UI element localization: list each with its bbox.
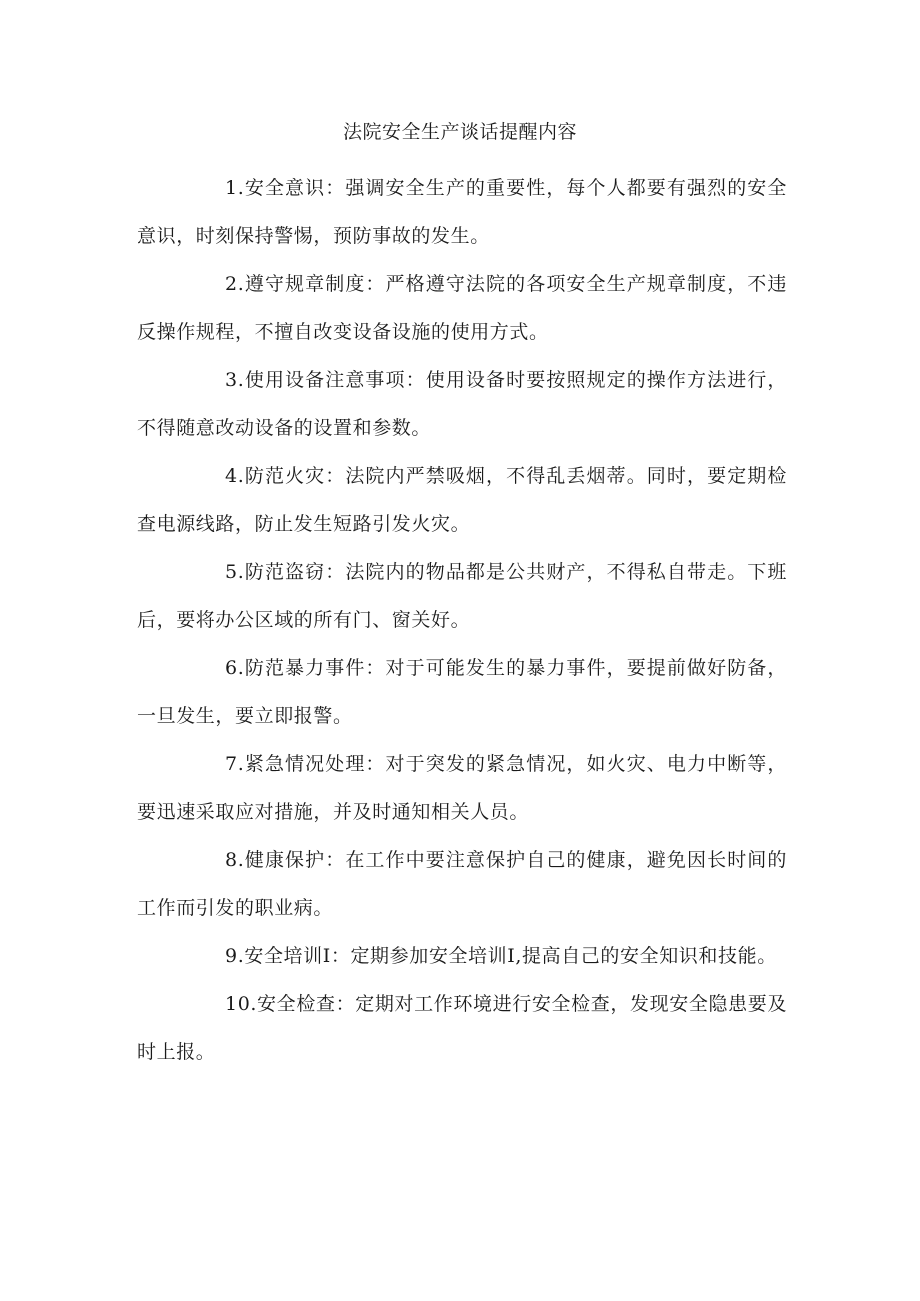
item-number: 8 xyxy=(225,849,238,871)
reminder-item xyxy=(137,932,787,980)
reminder-list xyxy=(137,164,787,1076)
item-number: 7 xyxy=(225,753,238,775)
item-text: .防范火灾：法院内严禁吸烟，不得乱丢烟蒂。同时，要定期检查电源线路，防止发生短路引发火灾。 xyxy=(137,465,787,535)
item-number: 2 xyxy=(225,273,238,295)
item-text: .紧急情况处理：对于突发的紧急情况，如火灾、电力中断等，要迅速采取应对措施，并及时通知相关人员。 xyxy=(137,753,787,823)
item-number: 4 xyxy=(225,465,238,487)
reminder-item xyxy=(137,548,787,644)
reminder-item xyxy=(137,740,787,836)
item-text: .遵守规章制度：严格遵守法院的各项安全生产规章制度，不违反操作规程，不擅自改变设备设施的使用方式。 xyxy=(137,273,787,343)
item-text: .安全检查：定期对工作环境进行安全检查，发现安全隐患要及时上报。 xyxy=(137,993,787,1063)
item-number: 9 xyxy=(225,945,238,967)
reminder-item xyxy=(137,356,787,452)
item-text: .使用设备注意事项：使用设备时要按照规定的操作方法进行，不得随意改动设备的设置和参数。 xyxy=(137,369,787,439)
item-number: 6 xyxy=(225,657,238,679)
item-text: .健康保护：在工作中要注意保护自己的健康，避免因长时间的工作而引发的职业病。 xyxy=(137,849,787,919)
document-title: 法院安全生产谈话提醒内容 xyxy=(342,121,577,143)
item-number: 5 xyxy=(225,561,238,583)
item-text: .安全意识：强调安全生产的重要性，每个人都要有强烈的安全意识，时刻保持警惕，预防事故的发生。 xyxy=(137,177,787,247)
reminder-item xyxy=(137,260,787,356)
reminder-item xyxy=(137,980,787,1076)
item-number: 1 xyxy=(225,177,238,199)
reminder-item xyxy=(137,836,787,932)
item-text: .防范盗窃：法院内的物品都是公共财产，不得私自带走。下班后，要将办公区域的所有门、窗关好。 xyxy=(137,561,787,631)
item-number: 10 xyxy=(225,993,251,1015)
reminder-item xyxy=(137,644,787,740)
item-text: .安全培训I：定期参加安全培训I,提高自己的安全知识和技能。 xyxy=(237,945,777,967)
reminder-item xyxy=(137,164,787,260)
reminder-item xyxy=(137,452,787,548)
item-text: .防范暴力事件：对于可能发生的暴力事件，要提前做好防备，一旦发生，要立即报警。 xyxy=(137,657,787,727)
item-number: 3 xyxy=(225,369,238,391)
